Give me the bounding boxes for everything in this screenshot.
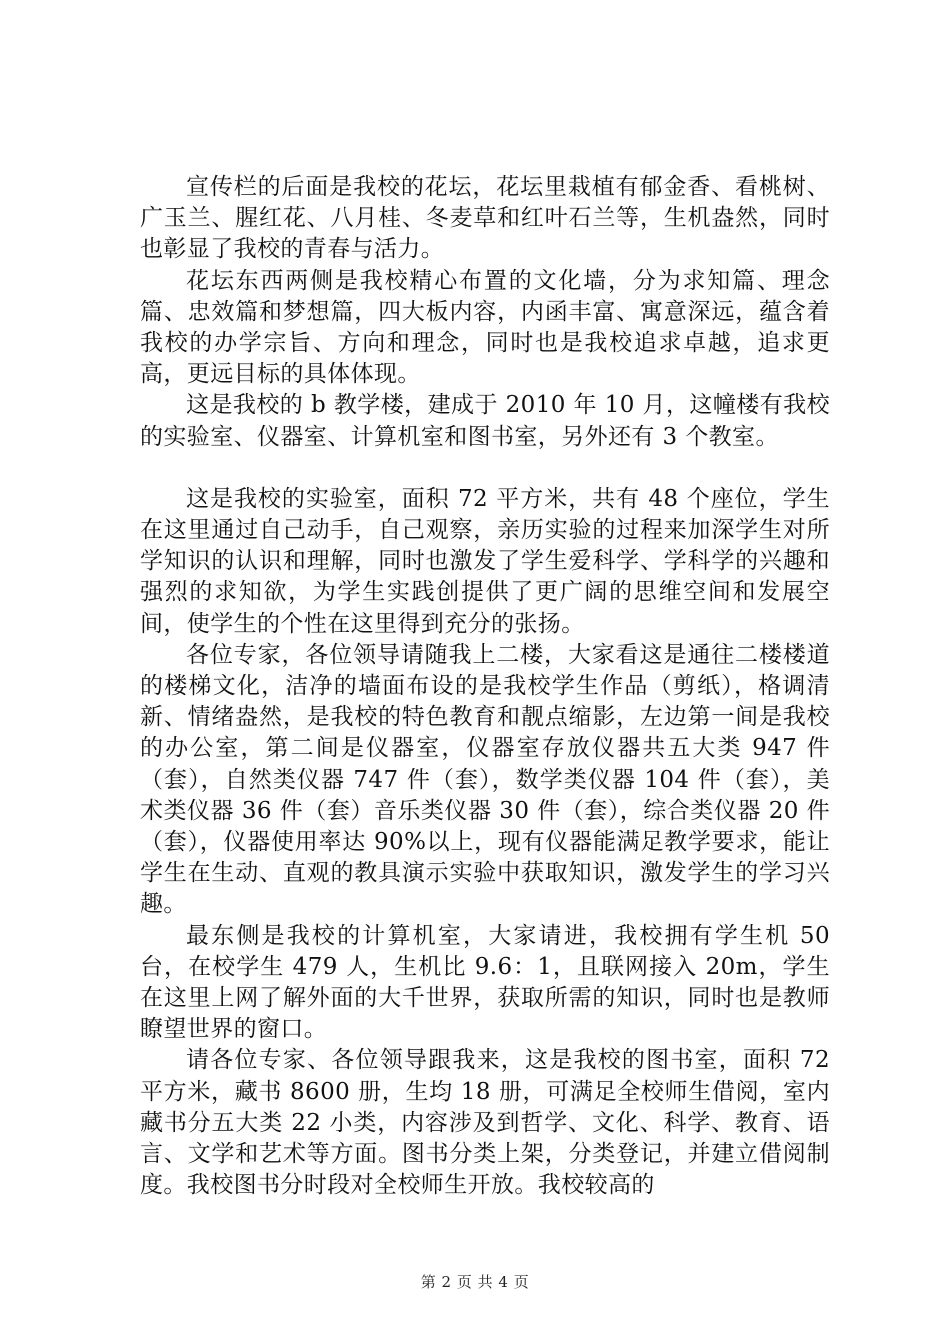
paragraph-instrument-room: 各位专家，各位领导请随我上二楼，大家看这是通往二楼楼道的楼梯文化，洁净的墙面布设的是我校学生作品（剪纸），格调清新、情绪盎然，是我校的特色教育和靓点缩影，左边第一间是我校的办公室，第二间是仪器室，仪器室存放仪器共五大类 947 件（套），自然类仪器 747 件（套），数学类仪器 104 件（套），美术类仪器 36 件（套）音乐类仪器 30 件（套），综合类仪器 20 件（套），仪器使用率达 90%以上，现有仪器能满足教学要求，能让学生在生动、直观的教具演示实验中获取知识，激发学生的学习兴趣。 xyxy=(140,641,830,918)
paragraph-library: 请各位专家、各位领导跟我来，这是我校的图书室，面积 72 平方米，藏书 8600 册，生均 18 册，可满足全校师生借阅，室内藏书分五大类 22 小类，内容涉及到哲学、文化、科学、教育、语言、文学和艺术等方面。图书分类上架，分类登记，并建立借阅制度。我校图书分时段对全校师生开放。我校较高的 xyxy=(140,1047,830,1199)
page-number-footer: 第 2 页 共 4 页 xyxy=(420,1273,530,1291)
paragraph-computer-room: 最东侧是我校的计算机室，大家请进，我校拥有学生机 50 台，在校学生 479 人，生机比 9.6：1，且联网接入 20m，学生在这里上网了解外面的大千世界，获取所需的知识，同时也是教师瞭望世界的窗口。 xyxy=(140,922,830,1043)
paragraph-teaching-building: 这是我校的 b 教学楼，建成于 2010 年 10 月，这幢楼有我校的实验室、仪器室、计算机室和图书室，另外还有 3 个教室。 xyxy=(140,392,830,450)
document-body xyxy=(140,172,830,1202)
paragraph-culture-wall: 花坛东西两侧是我校精心布置的文化墙，分为求知篇、理念篇、忠效篇和梦想篇，四大板内容，内函丰富、寓意深远，蕴含着我校的办学宗旨、方向和理念，同时也是我校追求卓越，追求更高，更远目标的具体体现。 xyxy=(140,267,830,388)
paragraph-laboratory: 这是我校的实验室，面积 72 平方米，共有 48 个座位，学生在这里通过自己动手，自己观察，亲历实验的过程来加深学生对所学知识的认识和理解，同时也激发了学生爱科学、学科学的兴趣和强烈的求知欲，为学生实践创提供了更广阔的思维空间和发展空间，使学生的个性在这里得到充分的张扬。 xyxy=(140,485,830,637)
paragraph-flower-bed: 宣传栏的后面是我校的花坛，花坛里栽植有郁金香、看桃树、广玉兰、腥红花、八月桂、冬麦草和红叶石兰等，生机盎然，同时也彰显了我校的青春与活力。 xyxy=(140,174,830,263)
